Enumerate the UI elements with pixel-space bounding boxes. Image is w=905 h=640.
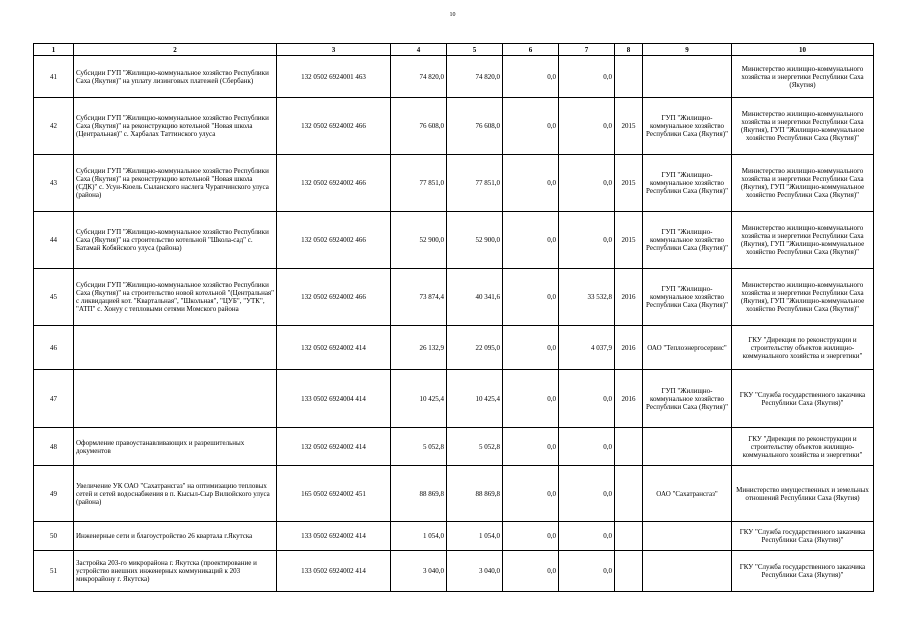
header-cell: 5	[447, 44, 503, 56]
row-executor: ГУП "Жилищно-коммунальное хозяйство Республики Саха (Якутия)"	[643, 212, 732, 269]
row-number: 43	[34, 155, 74, 212]
row-customer: Министерство жилищно-коммунального хозяйства и энергетики Республики Саха (Якутия)	[732, 56, 874, 98]
row-number: 49	[34, 466, 74, 522]
row-col7: 0,0	[559, 98, 615, 155]
row-code: 132 0502 6924002 466	[277, 98, 391, 155]
row-number: 41	[34, 56, 74, 98]
row-year	[615, 56, 643, 98]
row-name	[74, 326, 277, 370]
row-col5: 5 052,8	[447, 428, 503, 466]
row-year	[615, 551, 643, 592]
header-cell: 9	[643, 44, 732, 56]
table-row	[34, 98, 874, 155]
row-number: 44	[34, 212, 74, 269]
row-col4: 77 851,0	[391, 155, 447, 212]
row-year: 2015	[615, 212, 643, 269]
row-code: 165 0502 6924002 451	[277, 466, 391, 522]
row-name: Субсидии ГУП "Жилищно-коммунальное хозяйство Республики Саха (Якутия)" на реконструкцию котельной "Новая школа (Центральная)" с. Харбалах Таттинского улуса	[74, 98, 277, 155]
row-number: 50	[34, 522, 74, 551]
row-name: Застройка 203-го микрорайона г. Якутска (проектирование и устройство внешних инженерных коммуникаций к 203 микрорайону г. Якутска)	[74, 551, 277, 592]
header-cell: 2	[74, 44, 277, 56]
row-col5: 76 608,0	[447, 98, 503, 155]
row-number: 47	[34, 370, 74, 428]
table-row	[34, 212, 874, 269]
row-col4: 73 874,4	[391, 269, 447, 326]
table-row	[34, 466, 874, 522]
header-cell: 3	[277, 44, 391, 56]
row-year: 2016	[615, 326, 643, 370]
row-year: 2016	[615, 269, 643, 326]
row-col5: 1 054,0	[447, 522, 503, 551]
row-number: 48	[34, 428, 74, 466]
row-col7: 4 037,9	[559, 326, 615, 370]
row-year	[615, 522, 643, 551]
table-row	[34, 326, 874, 370]
row-col6: 0,0	[503, 155, 559, 212]
row-customer: ГКУ "Служба государственного заказчика Республики Саха (Якутия)"	[732, 551, 874, 592]
row-name: Субсидии ГУП "Жилищно-коммунальное хозяйство Республики Саха (Якутия)" на строительство новой котельной "(Центральная" с ликвидацией кот. "Квартальная", "Школьная", "ЦУБ", "УТК", "АТП" с. Хонуу с тепловыми сетями Момского района	[74, 269, 277, 326]
program-table	[33, 43, 874, 592]
header-cell: 4	[391, 44, 447, 56]
row-number: 46	[34, 326, 74, 370]
row-customer: ГКУ "Дирекция по реконструкции и строительству объектов жилищно-коммунального хозяйства и энергетики"	[732, 326, 874, 370]
row-code: 133 0502 6924002 414	[277, 551, 391, 592]
table-row	[34, 269, 874, 326]
table-row	[34, 155, 874, 212]
row-code: 132 0502 6924002 466	[277, 155, 391, 212]
row-col5: 22 095,0	[447, 326, 503, 370]
row-col6: 0,0	[503, 326, 559, 370]
header-cell: 7	[559, 44, 615, 56]
row-executor: ОАО "Сахатрансгаз"	[643, 466, 732, 522]
table-row	[34, 56, 874, 98]
page-number: 10	[449, 12, 456, 18]
header-cell: 10	[732, 44, 874, 56]
row-name: Инженерные сети и благоустройство 26 квартала г.Якутска	[74, 522, 277, 551]
row-executor: ГУП "Жилищно-коммунальное хозяйство Республики Саха (Якутия)"	[643, 269, 732, 326]
table-body	[34, 56, 874, 592]
row-col5: 10 425,4	[447, 370, 503, 428]
row-col5: 40 341,6	[447, 269, 503, 326]
header-cell: 1	[34, 44, 74, 56]
table-row	[34, 551, 874, 592]
row-executor	[643, 522, 732, 551]
row-col5: 74 820,0	[447, 56, 503, 98]
row-col6: 0,0	[503, 551, 559, 592]
row-year	[615, 466, 643, 522]
row-code: 132 0502 6924001 463	[277, 56, 391, 98]
table-row	[34, 370, 874, 428]
row-customer: ГКУ "Служба государственного заказчика Республики Саха (Якутия)"	[732, 522, 874, 551]
row-name: Субсидии ГУП "Жилищно-коммунальное хозяйство Республики Саха (Якутия)" на реконструкцию котельной "Новая школа (СДК)" с. Усун-Кюель Сыланского наслега Чурапчинского улуса (района)	[74, 155, 277, 212]
row-executor	[643, 428, 732, 466]
row-executor: ГУП "Жилищно-коммунальное хозяйство Республики Саха (Якутия)"	[643, 155, 732, 212]
row-customer: ГКУ "Дирекция по реконструкции и строительству объектов жилищно-коммунального хозяйства и энергетики"	[732, 428, 874, 466]
row-col4: 88 869,8	[391, 466, 447, 522]
row-executor	[643, 56, 732, 98]
row-customer: Министерство жилищно-коммунального хозяйства и энергетики Республики Саха (Якутия), ГУП "Жилищно-коммунальное хозяйство Республики Саха (Якутия)"	[732, 155, 874, 212]
row-col7: 0,0	[559, 428, 615, 466]
row-col4: 3 040,0	[391, 551, 447, 592]
row-name: Оформление правоустанавливающих и разрешительных документов	[74, 428, 277, 466]
row-name: Увеличение УК ОАО "Сахатрансгаз" на оптимизацию тепловых сетей и сетей водоснабжения в п. Кысыл-Сыр Вилюйского улуса (района)	[74, 466, 277, 522]
row-col6: 0,0	[503, 428, 559, 466]
row-col4: 76 608,0	[391, 98, 447, 155]
table-row	[34, 428, 874, 466]
row-col5: 77 851,0	[447, 155, 503, 212]
row-col6: 0,0	[503, 56, 559, 98]
row-customer: Министерство жилищно-коммунального хозяйства и энергетики Республики Саха (Якутия), ГУП "Жилищно-коммунальное хозяйство Республики Саха (Якутия)"	[732, 212, 874, 269]
row-col6: 0,0	[503, 466, 559, 522]
row-col7: 33 532,8	[559, 269, 615, 326]
row-executor: ОАО "Теплоэнергосервис"	[643, 326, 732, 370]
row-col4: 52 900,0	[391, 212, 447, 269]
row-col7: 0,0	[559, 466, 615, 522]
table-row	[34, 522, 874, 551]
row-col7: 0,0	[559, 522, 615, 551]
row-col6: 0,0	[503, 212, 559, 269]
row-executor	[643, 551, 732, 592]
row-col5: 52 900,0	[447, 212, 503, 269]
row-code: 132 0502 6924002 414	[277, 326, 391, 370]
row-executor: ГУП "Жилищно-коммунальное хозяйство Республики Саха (Якутия)"	[643, 370, 732, 428]
row-code: 132 0502 6924002 414	[277, 428, 391, 466]
row-year: 2015	[615, 98, 643, 155]
row-code: 132 0502 6924002 466	[277, 269, 391, 326]
row-year	[615, 428, 643, 466]
header-cell: 6	[503, 44, 559, 56]
row-col4: 10 425,4	[391, 370, 447, 428]
row-col6: 0,0	[503, 269, 559, 326]
row-customer: Министерство жилищно-коммунального хозяйства и энергетики Республики Саха (Якутия), ГУП "Жилищно-коммунальное хозяйство Республики Саха (Якутия)"	[732, 269, 874, 326]
row-code: 133 0502 6924002 414	[277, 522, 391, 551]
row-name: Субсидии ГУП "Жилищно-коммунальное хозяйство Республики Саха (Якутия)" на уплату лизинговых платежей (Сбербанк)	[74, 56, 277, 98]
row-col6: 0,0	[503, 98, 559, 155]
row-col7: 0,0	[559, 212, 615, 269]
row-col7: 0,0	[559, 56, 615, 98]
row-col5: 88 869,8	[447, 466, 503, 522]
row-name	[74, 370, 277, 428]
row-customer: Министерство имущественных и земельных отношений Республики Саха (Якутия)	[732, 466, 874, 522]
row-col7: 0,0	[559, 551, 615, 592]
row-col7: 0,0	[559, 155, 615, 212]
header-row	[34, 44, 874, 56]
row-customer: ГКУ "Служба государственного заказчика Республики Саха (Якутия)"	[732, 370, 874, 428]
row-col4: 26 132,9	[391, 326, 447, 370]
row-col5: 3 040,0	[447, 551, 503, 592]
row-col4: 74 820,0	[391, 56, 447, 98]
row-col4: 5 052,8	[391, 428, 447, 466]
row-col6: 0,0	[503, 370, 559, 428]
row-col4: 1 054,0	[391, 522, 447, 551]
header-cell: 8	[615, 44, 643, 56]
row-code: 132 0502 6924002 466	[277, 212, 391, 269]
row-code: 133 0502 6924004 414	[277, 370, 391, 428]
row-number: 42	[34, 98, 74, 155]
row-col7: 0,0	[559, 370, 615, 428]
row-number: 51	[34, 551, 74, 592]
row-year: 2016	[615, 370, 643, 428]
row-customer: Министерство жилищно-коммунального хозяйства и энергетики Республики Саха (Якутия), ГУП "Жилищно-коммунальное хозяйство Республики Саха (Якутия)"	[732, 98, 874, 155]
row-executor: ГУП "Жилищно-коммунальное хозяйство Республики Саха (Якутия)"	[643, 98, 732, 155]
row-name: Субсидии ГУП "Жилищно-коммунальное хозяйство Республики Саха (Якутия)" на строительство котельной "Школа-сад" с. Батамай Кобяйского улуса (района)	[74, 212, 277, 269]
row-number: 45	[34, 269, 74, 326]
row-year: 2015	[615, 155, 643, 212]
row-col6: 0,0	[503, 522, 559, 551]
